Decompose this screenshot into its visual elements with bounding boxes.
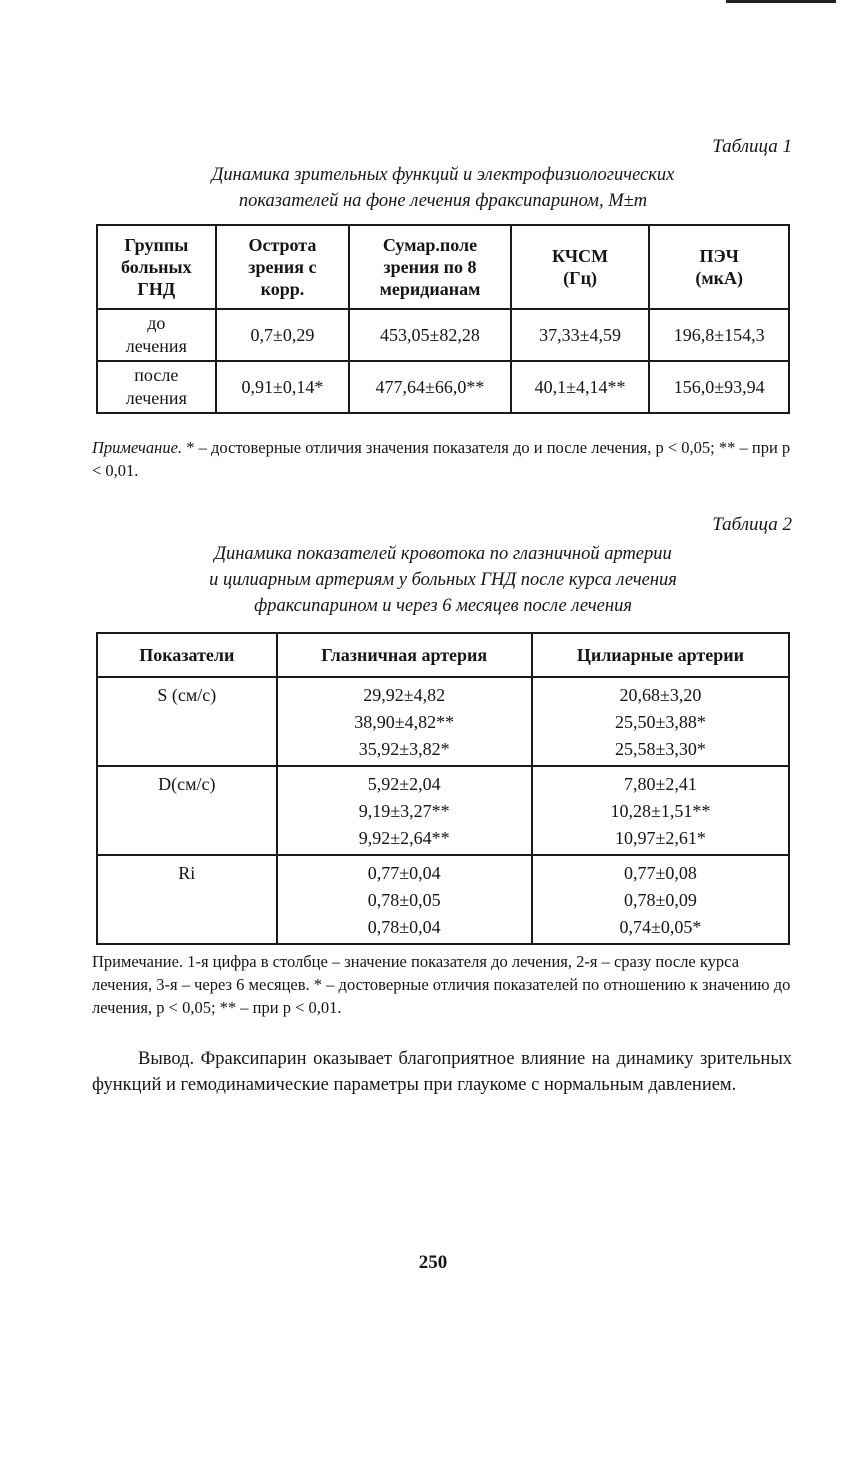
table2-ciliary-cell — [532, 677, 789, 766]
page-number: 250 — [418, 1252, 448, 1273]
value-line: 9,92±2,64** — [358, 828, 450, 848]
note-label: Примечание. — [92, 438, 183, 457]
value-line: 0,78±0,05 — [367, 890, 441, 910]
value-line: 20,68±3,20 — [619, 685, 702, 705]
value-line: 0,74±0,05* — [619, 917, 702, 937]
table-cell: 37,33±4,59 — [511, 309, 650, 361]
header-line: ПЭЧ — [699, 246, 739, 266]
value-line: 0,77±0,08 — [623, 863, 697, 883]
table-cell: 453,05±82,28 — [349, 309, 511, 361]
header-line: зрения по 8 — [383, 257, 477, 277]
note-text: * – достоверные отличия значения показателя до и после лечения, р < 0,05; ** – при р < 0,01. — [92, 438, 791, 480]
table2-group-label: D(см/с) — [97, 766, 277, 855]
table1-header-acuity — [216, 225, 350, 309]
table1-caption-line: Динамика зрительных функций и электрофизиологических — [211, 165, 675, 185]
table2-header-ciliary: Цилиарные артерии — [532, 633, 789, 677]
row-label-line: лечения — [125, 388, 187, 408]
table-row — [97, 855, 789, 944]
table2-caption-line: фраксипарином и через 6 месяцев после лечения — [254, 596, 632, 616]
header-line: (мкА) — [695, 268, 743, 288]
header-line: корр. — [260, 279, 305, 299]
table-row — [97, 309, 789, 361]
table2-note: Примечание. 1-я цифра в столбце – значение показателя до лечения, 2-я – сразу после курса лечения, 3-я – через 6 месяцев. * – достоверные отличия показателей по отношению к значению до лечения, р < 0,05; ** – при р < 0,01. — [92, 952, 791, 1017]
table2-ciliary-cell — [532, 855, 789, 944]
table-cell: 40,1±4,14** — [511, 361, 650, 413]
header-line: зрения с — [248, 257, 317, 277]
row-label-line: лечения — [125, 336, 187, 356]
value-line: 29,92±4,82 — [363, 685, 446, 705]
conclusion-paragraph — [92, 1046, 792, 1098]
table2 — [96, 632, 790, 945]
table2-number: Таблица 2 — [712, 514, 792, 535]
value-line: 38,90±4,82** — [354, 712, 455, 732]
table1-row-label — [97, 309, 216, 361]
table2-header-row — [97, 633, 789, 677]
header-line: больных — [121, 257, 192, 277]
header-line: ГНД — [137, 279, 176, 299]
table-cell: 0,91±0,14* — [216, 361, 350, 413]
table2-group-label: Ri — [97, 855, 277, 944]
table2-header-ophthalmic: Глазничная артерия — [277, 633, 532, 677]
value-line: 7,80±2,41 — [623, 774, 697, 794]
table2-group-label: S (см/с) — [97, 677, 277, 766]
table2-caption — [96, 541, 790, 619]
row-label-line: до — [147, 313, 166, 333]
table1-header-row — [97, 225, 789, 309]
table-row — [97, 677, 789, 766]
top-rule — [726, 0, 836, 3]
table2-header-indicators: Показатели — [97, 633, 277, 677]
table1-row-label — [97, 361, 216, 413]
table1-header-pes — [649, 225, 789, 309]
table1-number: Таблица 1 — [712, 136, 792, 157]
table1-caption — [96, 162, 790, 214]
table-cell: 477,64±66,0** — [349, 361, 511, 413]
value-line: 10,28±1,51** — [610, 801, 711, 821]
header-line: КЧСМ — [552, 246, 609, 266]
table2-ophthalmic-cell — [277, 855, 532, 944]
table2-ciliary-cell — [532, 766, 789, 855]
table2-ophthalmic-cell — [277, 766, 532, 855]
header-line: Сумар.поле — [382, 235, 478, 255]
table-cell: 0,7±0,29 — [216, 309, 350, 361]
table1-note — [92, 436, 792, 482]
table2-caption-line: и цилиарным артериям у больных ГНД после курса лечения — [209, 570, 677, 590]
table1-header-groups — [97, 225, 216, 309]
header-line: Группы — [124, 235, 189, 255]
table1-header-cff — [511, 225, 650, 309]
table2-caption-line: Динамика показателей кровотока по глазничной артерии — [214, 544, 672, 564]
value-line: 0,77±0,04 — [367, 863, 441, 883]
row-label-line: после — [134, 365, 179, 385]
value-line: 9,19±3,27** — [358, 801, 450, 821]
value-line: 35,92±3,82* — [358, 739, 450, 759]
header-line: меридианам — [379, 279, 481, 299]
table1 — [96, 224, 790, 414]
conclusion-text: Вывод. Фраксипарин оказывает благоприятное влияние на динамику зрительных функций и гемодинамические параметры при глаукоме с нормальным давлением. — [92, 1049, 792, 1095]
table1-caption-line: показателей на фоне лечения фраксипарином, М±m — [238, 191, 648, 211]
table-cell: 196,8±154,3 — [649, 309, 789, 361]
table-row — [97, 766, 789, 855]
header-line: (Гц) — [563, 268, 597, 288]
table1-header-field — [349, 225, 511, 309]
header-line: Острота — [248, 235, 317, 255]
value-line: 0,78±0,09 — [623, 890, 697, 910]
value-line: 25,50±3,88* — [614, 712, 706, 732]
value-line: 5,92±2,04 — [367, 774, 441, 794]
value-line: 0,78±0,04 — [367, 917, 441, 937]
value-line: 10,97±2,61* — [614, 828, 706, 848]
table2-ophthalmic-cell — [277, 677, 532, 766]
table-row — [97, 361, 789, 413]
value-line: 25,58±3,30* — [614, 739, 706, 759]
table-cell: 156,0±93,94 — [649, 361, 789, 413]
